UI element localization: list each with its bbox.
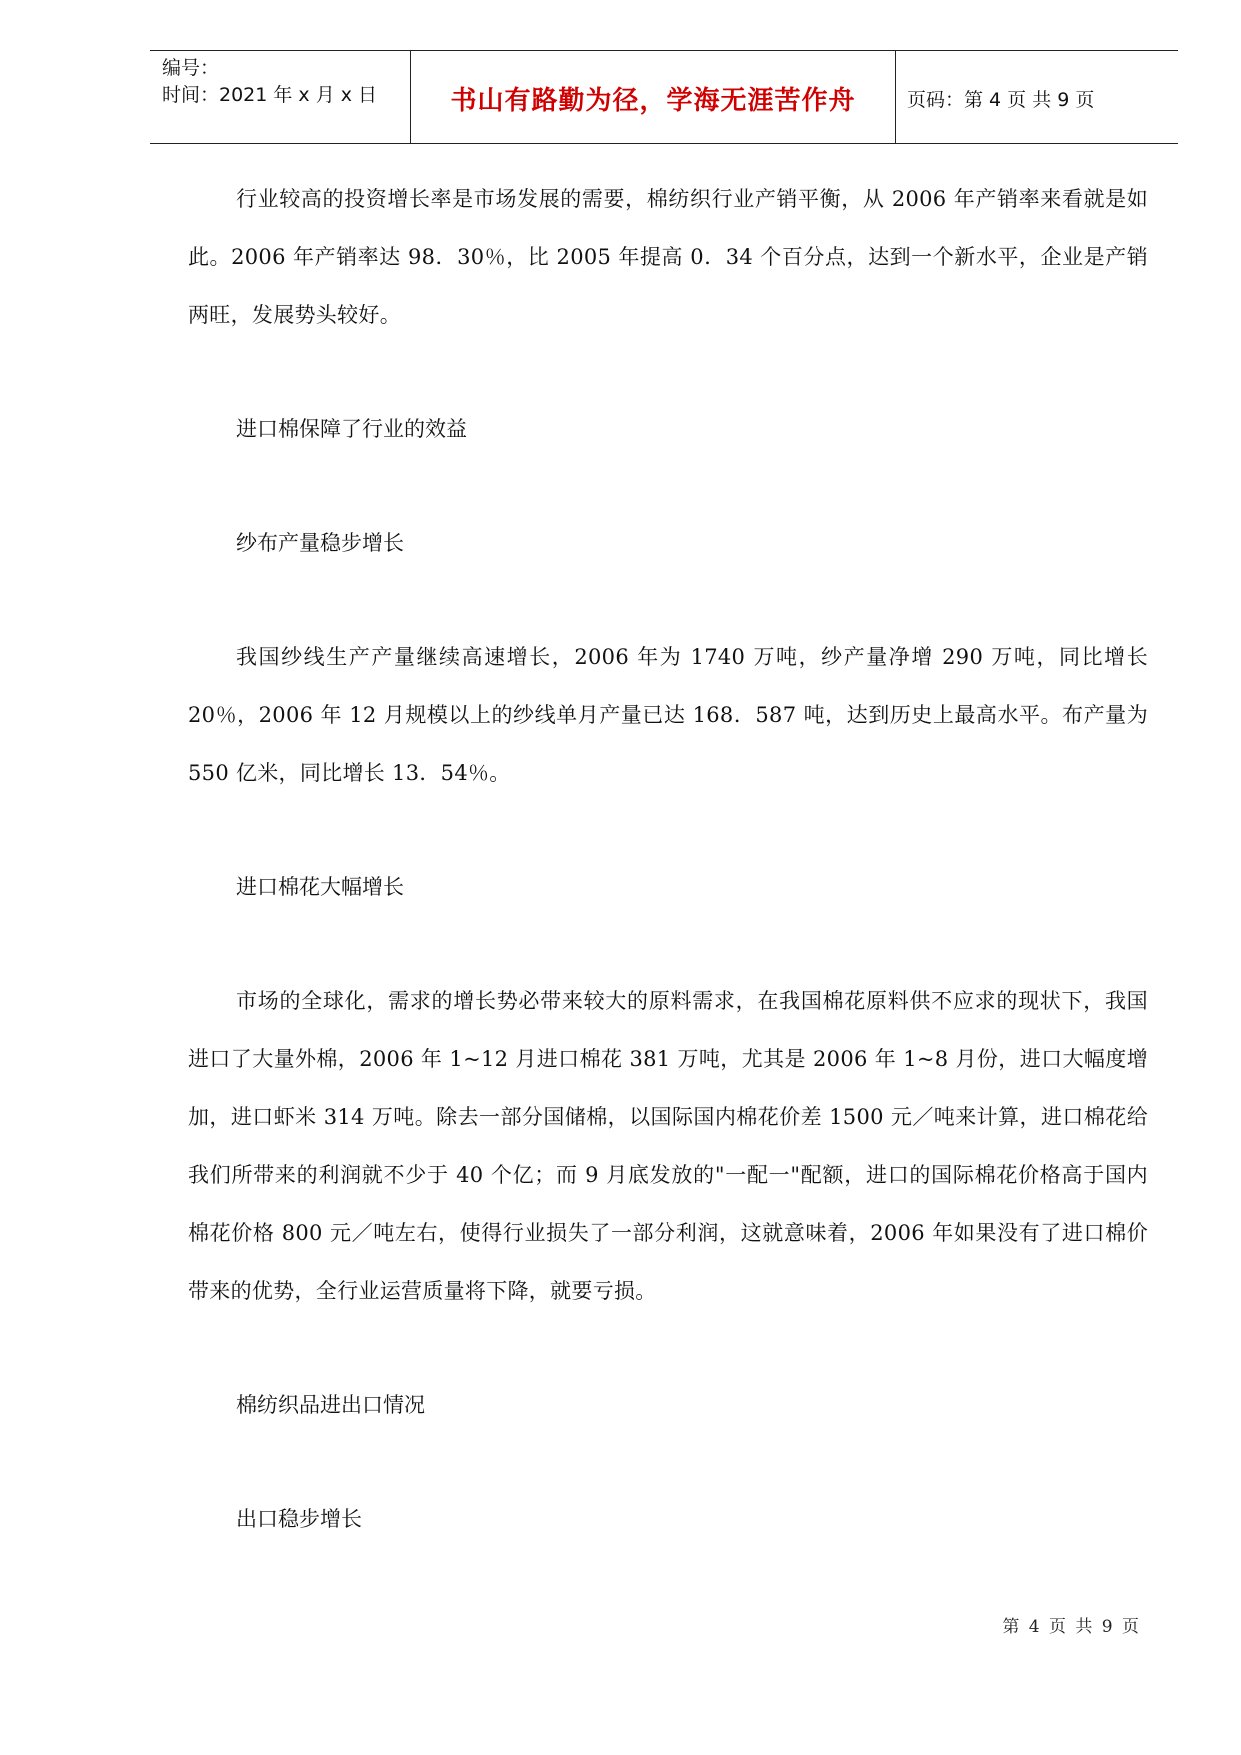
spacer (188, 916, 1148, 972)
spacer (188, 802, 1148, 858)
document-body (188, 170, 1148, 1548)
page-footer: 第 4 页 共 9 页 (1002, 1617, 1141, 1637)
spacer (188, 458, 1148, 514)
spacer (188, 1434, 1148, 1490)
section-heading-export-growth: 出口稳步增长 (236, 1507, 362, 1531)
header-motto: 书山有路勤为径，学海无涯苦作舟 (450, 85, 856, 116)
header-divider-right (895, 51, 896, 143)
spacer (188, 572, 1148, 628)
header-divider-left (410, 51, 411, 143)
spacer (188, 1320, 1148, 1376)
paragraph-production-sales: 行业较高的投资增长率是市场发展的需要，棉纺织行业产销平衡，从 2006 年产销率来看就是如此。2006 年产销率达 98．30％，比 2005 年提高 0．34 个百分点，达到一个新水平，企业是产销两旺，发展势头较好。 (188, 187, 1148, 327)
section-heading-yarn-cloth-output: 纱布产量稳步增长 (236, 531, 404, 555)
paragraph-cotton-imports: 市场的全球化，需求的增长势必带来较大的原料需求，在我国棉花原料供不应求的现状下，我国进口了大量外棉，2006 年 1~12 月进口棉花 381 万吨，尤其是 2006 年 1~8 月份，进口大幅度增加，进口虾米 314 万吨。除去一部分国储棉，以国际国内棉花价差 1500 元／吨来计算，进口棉花给我们所带来的利润就不少于 40 个亿；而 9 月底发放的"一配一"配额，进口的国际棉花价格高于国内棉花价格 800 元／吨左右，使得行业损失了一部分利润，这就意味着，2006 年如果没有了进口棉价带来的优势，全行业运营质量将下降，就要亏损。 (188, 989, 1148, 1303)
page-header (150, 50, 1178, 144)
header-meta (162, 55, 377, 109)
section-heading-cotton-imports: 进口棉花大幅增长 (236, 875, 404, 899)
paragraph-yarn-output: 我国纱线生产产量继续高速增长，2006 年为 1740 万吨，纱产量净增 290 万吨，同比增长 20％，2006 年 12 月规模以上的纱线单月产量已达 168．587 吨，达到历史上最高水平。布产量为 550 亿米，同比增长 13．54％。 (188, 645, 1148, 785)
spacer (188, 344, 1148, 400)
section-heading-import-export: 棉纺织品进出口情况 (236, 1393, 425, 1417)
header-page-number: 页码：第 4 页 共 9 页 (907, 88, 1095, 111)
section-heading-imported-cotton-benefit: 进口棉保障了行业的效益 (236, 417, 467, 441)
serial-number-label: 编号： (162, 57, 220, 79)
date-label: 时间：2021 年 x 月 x 日 (162, 84, 378, 106)
